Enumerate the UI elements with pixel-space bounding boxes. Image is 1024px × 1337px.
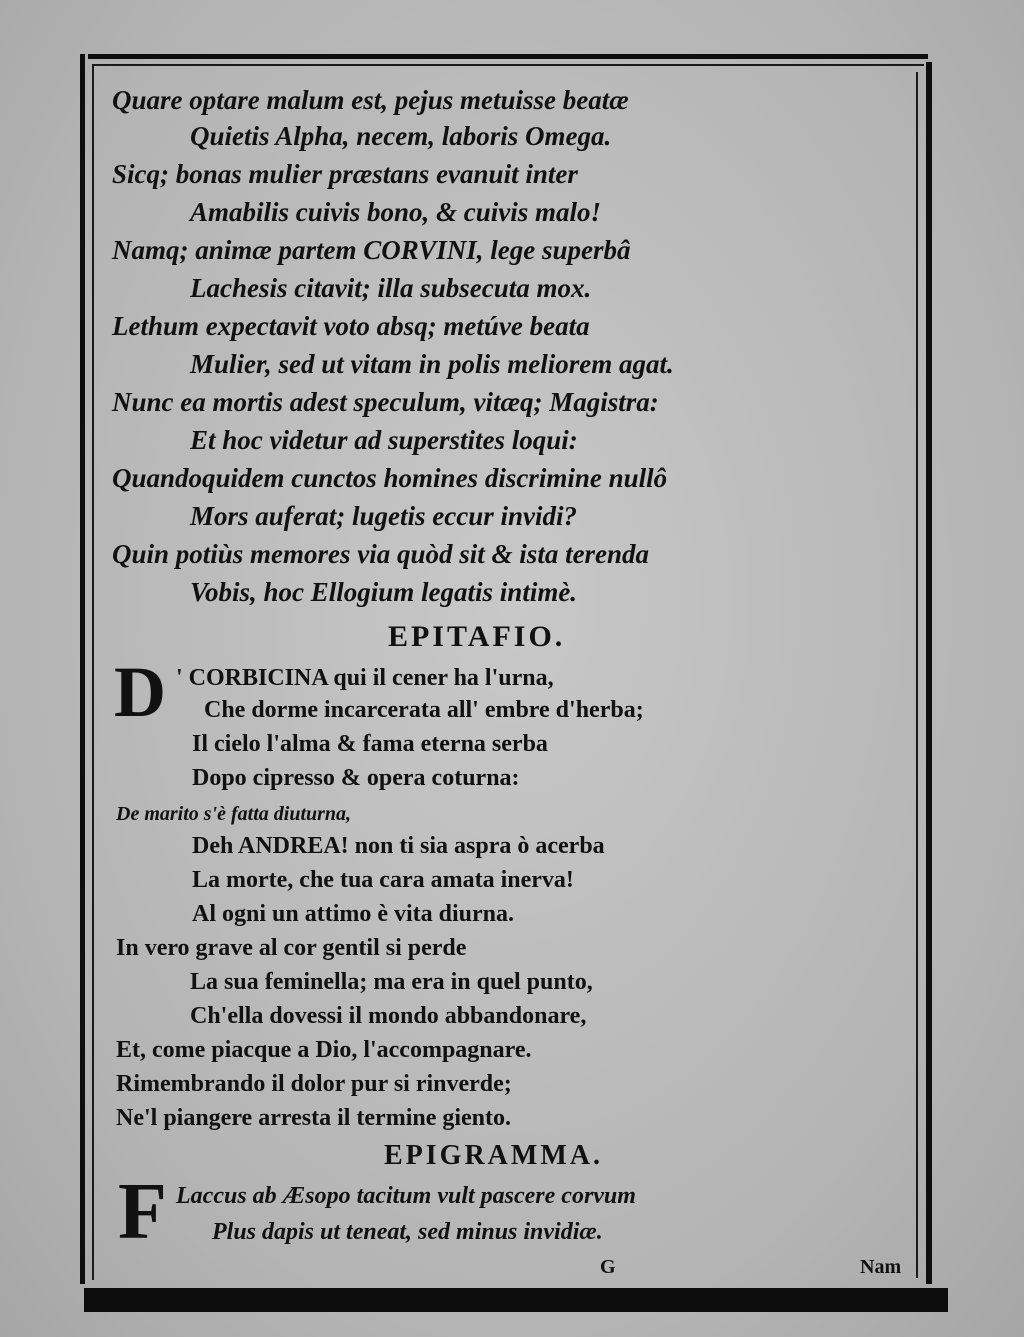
latin-line: Quin potiùs memores via quòd sit & ista terenda (112, 539, 650, 569)
latin-line: Mors auferat; lugetis eccur invidi? (190, 501, 578, 531)
frame-rule-top-inner (92, 64, 924, 66)
frame-rule-right (926, 62, 932, 1284)
epitafio-line: Dopo cipresso & opera coturna: (192, 765, 520, 791)
latin-line: Nunc ea mortis adest speculum, vitæq; Magistra: (112, 387, 659, 417)
epitafio-line: De marito s'è fatta diuturna, (116, 803, 352, 825)
catchword: Nam (860, 1256, 902, 1278)
frame-rule-left-inner (92, 64, 94, 1280)
epitafio-line: Rimembrando il dolor pur si rinverde; (116, 1071, 512, 1097)
epitafio-line: La sua feminella; ma era in quel punto, (190, 969, 593, 995)
latin-line: Namq; animæ partem CORVINI, lege superbâ (112, 235, 631, 265)
latin-line: Lethum expectavit voto absq; metúve beata (112, 311, 590, 341)
latin-line: Sicq; bonas mulier præstans evanuit inter (112, 159, 578, 189)
epitafio-line: Et, come piacque a Dio, l'accompagnare. (116, 1037, 532, 1063)
epigramma-line: Plus dapis ut teneat, sed minus invidiæ. (212, 1219, 603, 1245)
frame-rule-right-inner (916, 72, 918, 1278)
latin-line: Quandoquidem cunctos homines discrimine nullô (112, 463, 668, 493)
epigramma-heading: EPIGRAMMA. (384, 1140, 603, 1171)
epitafio-dropcap: D (114, 652, 166, 732)
latin-line: Quare optare malum est, pejus metuisse beatæ (112, 85, 629, 115)
epitafio-line: In vero grave al cor gentil si perde (116, 935, 467, 961)
epitafio-line: Al ogni un attimo è vita diurna. (192, 901, 515, 927)
epitafio-line: Ne'l piangere arresta il termine giento. (116, 1105, 512, 1131)
epitafio-line: La morte, che tua cara amata inerva! (192, 867, 574, 893)
epitafio-line: Deh ANDREA! non ti sia aspra ò acerba (192, 833, 605, 859)
epitafio-line: Che dorme incarcerata all' embre d'herba; (204, 697, 644, 723)
latin-line: Et hoc videtur ad superstites loqui: (190, 425, 578, 455)
epitafio-heading: EPITAFIO. (388, 620, 566, 653)
latin-line: Vobis, hoc Ellogium legatis intimè. (190, 577, 578, 607)
epitafio-line: Ch'ella dovessi il mondo abbandonare, (190, 1003, 587, 1029)
frame-rule-top (88, 54, 928, 59)
latin-line: Mulier, sed ut vitam in polis meliorem agat. (190, 349, 674, 379)
latin-line: Lachesis citavit; illa subsecuta mox. (190, 273, 592, 303)
epitafio-line: ' CORBICINA qui il cener ha l'urna, (176, 665, 554, 691)
frame-rule-bottom (84, 1288, 948, 1312)
epigramma-line: Laccus ab Æsopo tacitum vult pascere corvum (176, 1183, 636, 1209)
epitafio-line: Il cielo l'alma & fama eterna serba (192, 731, 548, 757)
frame-rule-left (80, 54, 85, 1284)
epigramma-dropcap: F (118, 1168, 167, 1256)
signature-mark: G (600, 1256, 616, 1278)
latin-line: Quietis Alpha, necem, laboris Omega. (190, 121, 612, 151)
latin-line: Amabilis cuivis bono, & cuivis malo! (190, 197, 602, 227)
